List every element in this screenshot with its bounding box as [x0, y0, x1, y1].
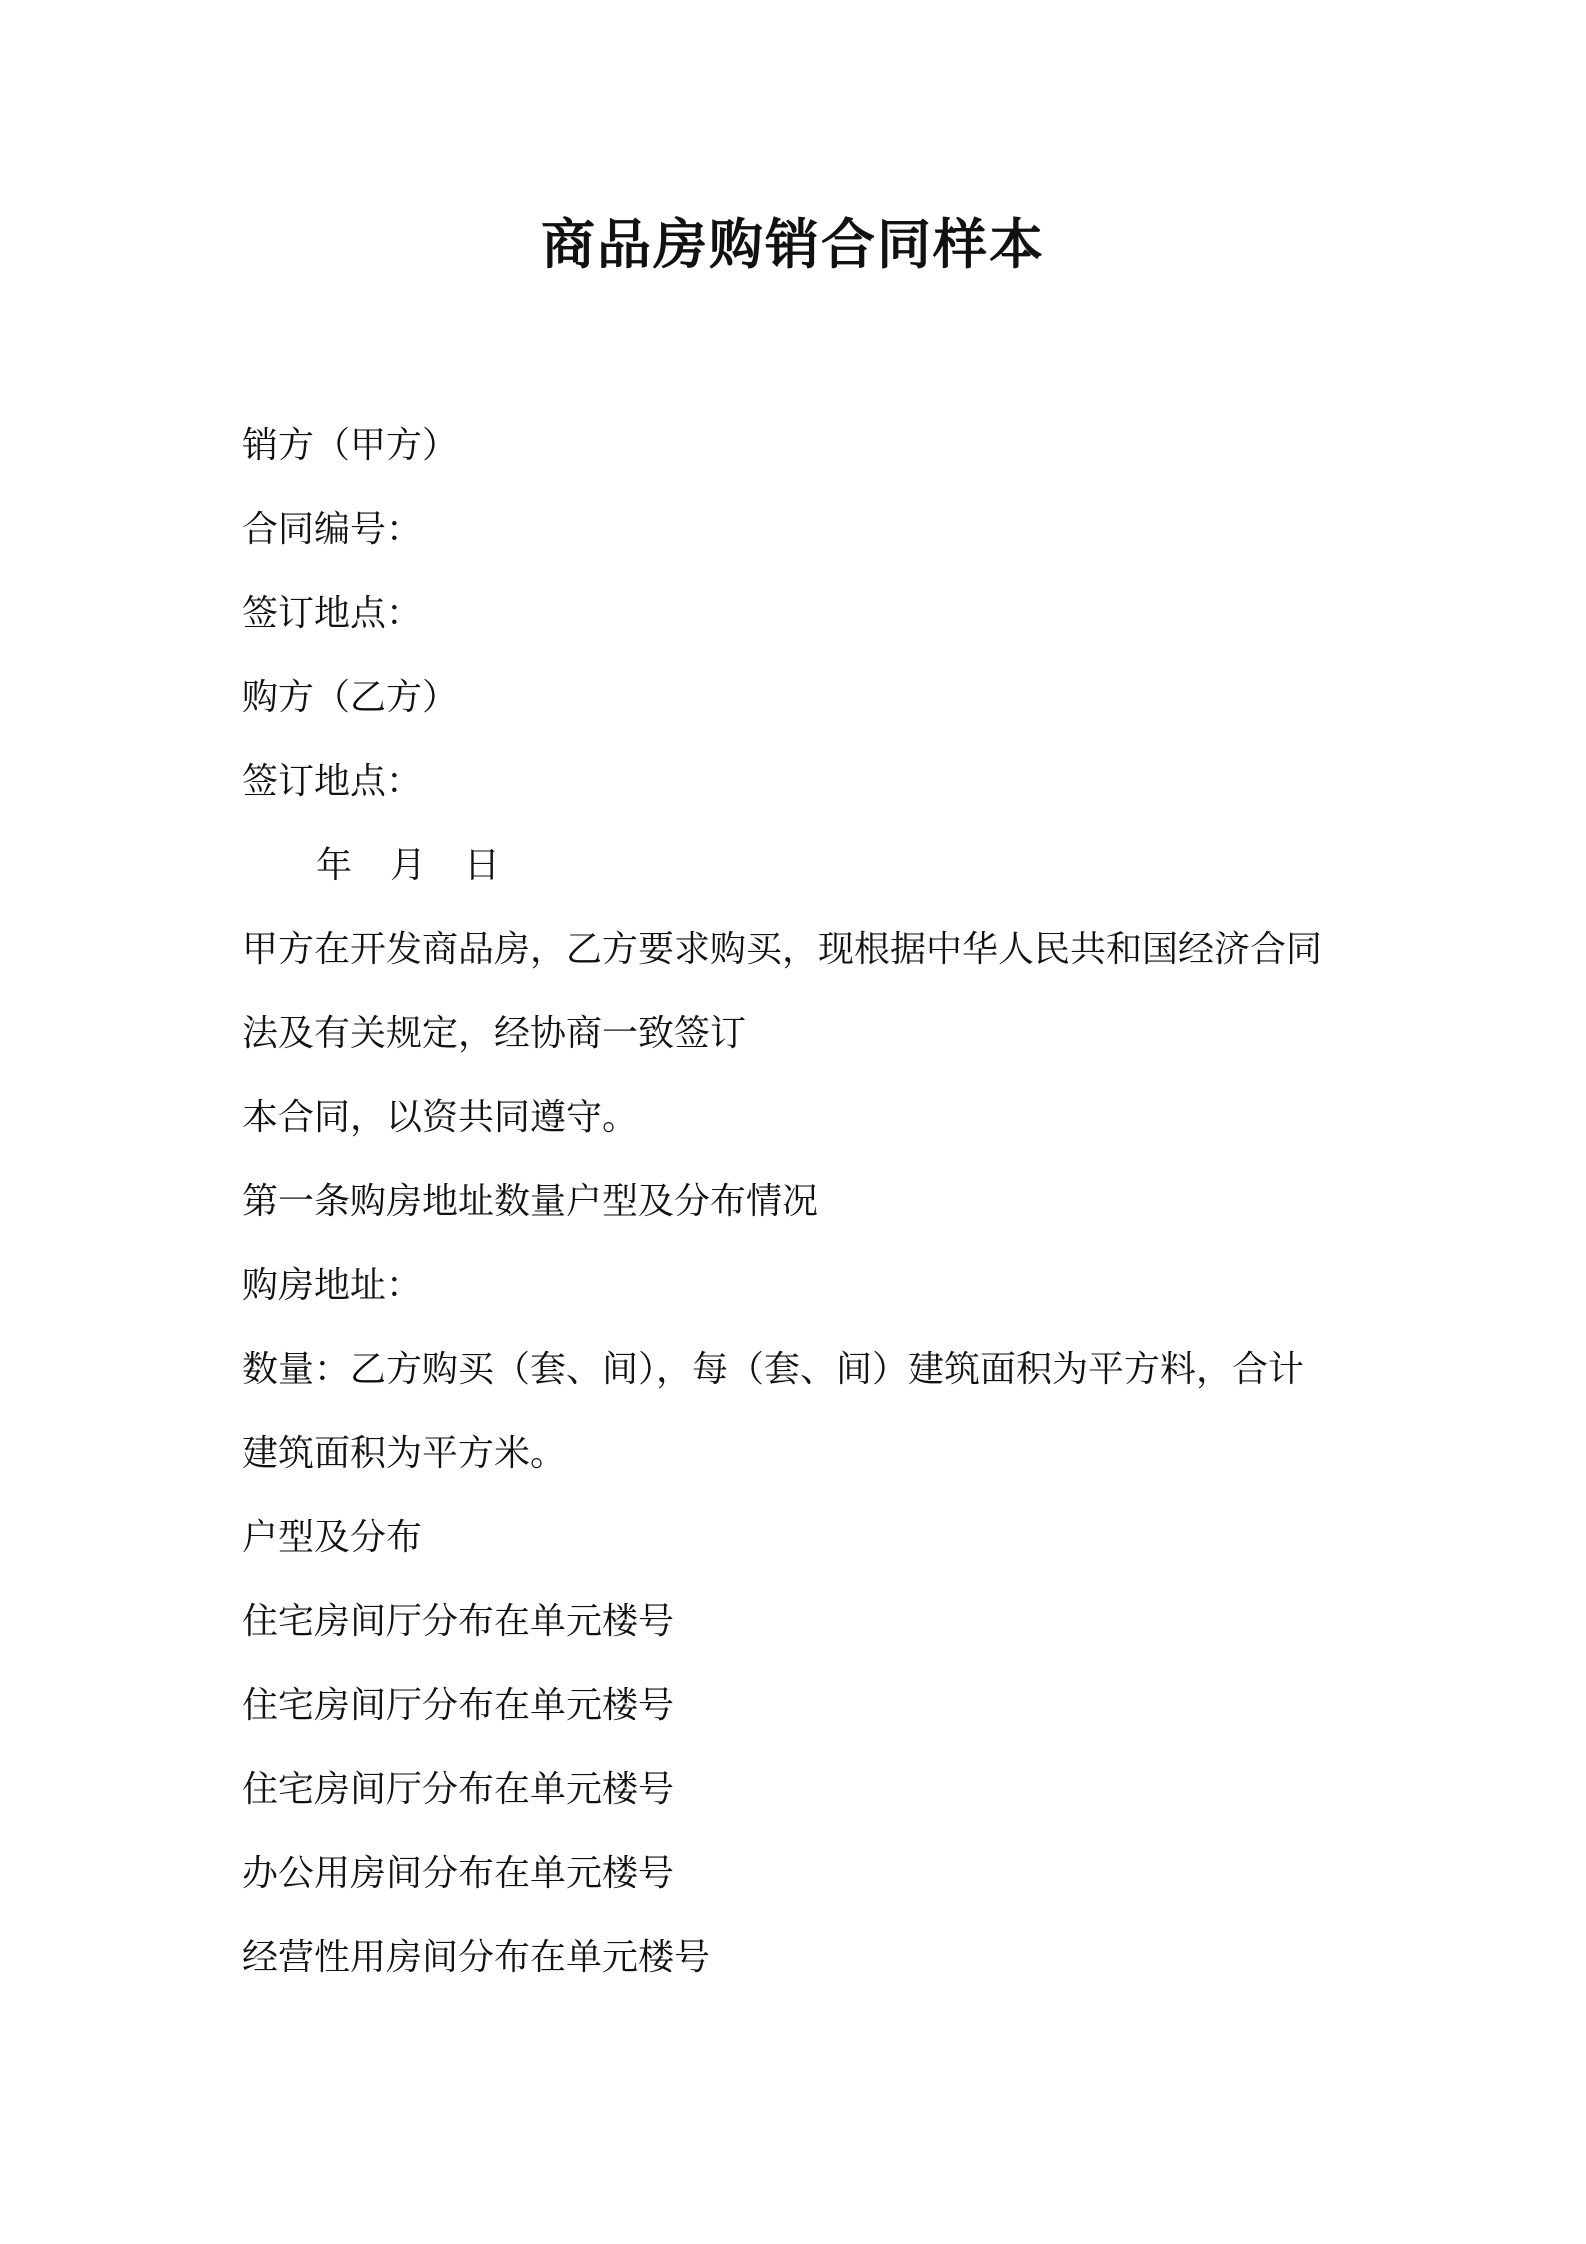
preamble-line-2: 法及有关规定，经协商一致签订 [242, 1013, 747, 1054]
preamble-line-3: 本合同，以资共同遵守。 [242, 1097, 639, 1138]
document-body [242, 404, 1372, 2000]
signing-place-line-2: 签订地点： [242, 761, 423, 802]
quantity-line-2: 建筑面积为平方米。 [242, 1433, 567, 1474]
document-title: 商品房购销合同样本 [541, 213, 1045, 276]
date-day: 日 [464, 845, 501, 886]
article-1-heading: 第一条购房地址数量户型及分布情况 [242, 1181, 819, 1222]
layout-item: 住宅房间厅分布在单元楼号 [242, 1769, 675, 1810]
contract-number-line: 合同编号： [242, 509, 423, 550]
layout-item: 住宅房间厅分布在单元楼号 [242, 1601, 675, 1642]
layout-item: 经营性用房间分布在单元楼号 [242, 1937, 711, 1978]
layout-item: 住宅房间厅分布在单元楼号 [242, 1685, 675, 1726]
layout-heading: 户型及分布 [242, 1517, 423, 1558]
date-month: 月 [390, 845, 427, 886]
signing-place-line: 签订地点： [242, 593, 423, 634]
date-line [242, 824, 1372, 908]
layout-item: 办公用房间分布在单元楼号 [242, 1853, 675, 1894]
buyer-line: 购方（乙方） [242, 677, 459, 718]
quantity-line-1: 数量：乙方购买（套、间），每（套、间）建筑面积为平方料，合计 [242, 1349, 1305, 1390]
purchase-address-line: 购房地址： [242, 1265, 423, 1306]
preamble-line-1: 甲方在开发商品房，乙方要求购买，现根据中华人民共和国经济合同 [242, 929, 1323, 970]
date-year: 年 [316, 845, 353, 886]
seller-line: 销方（甲方） [242, 425, 459, 466]
